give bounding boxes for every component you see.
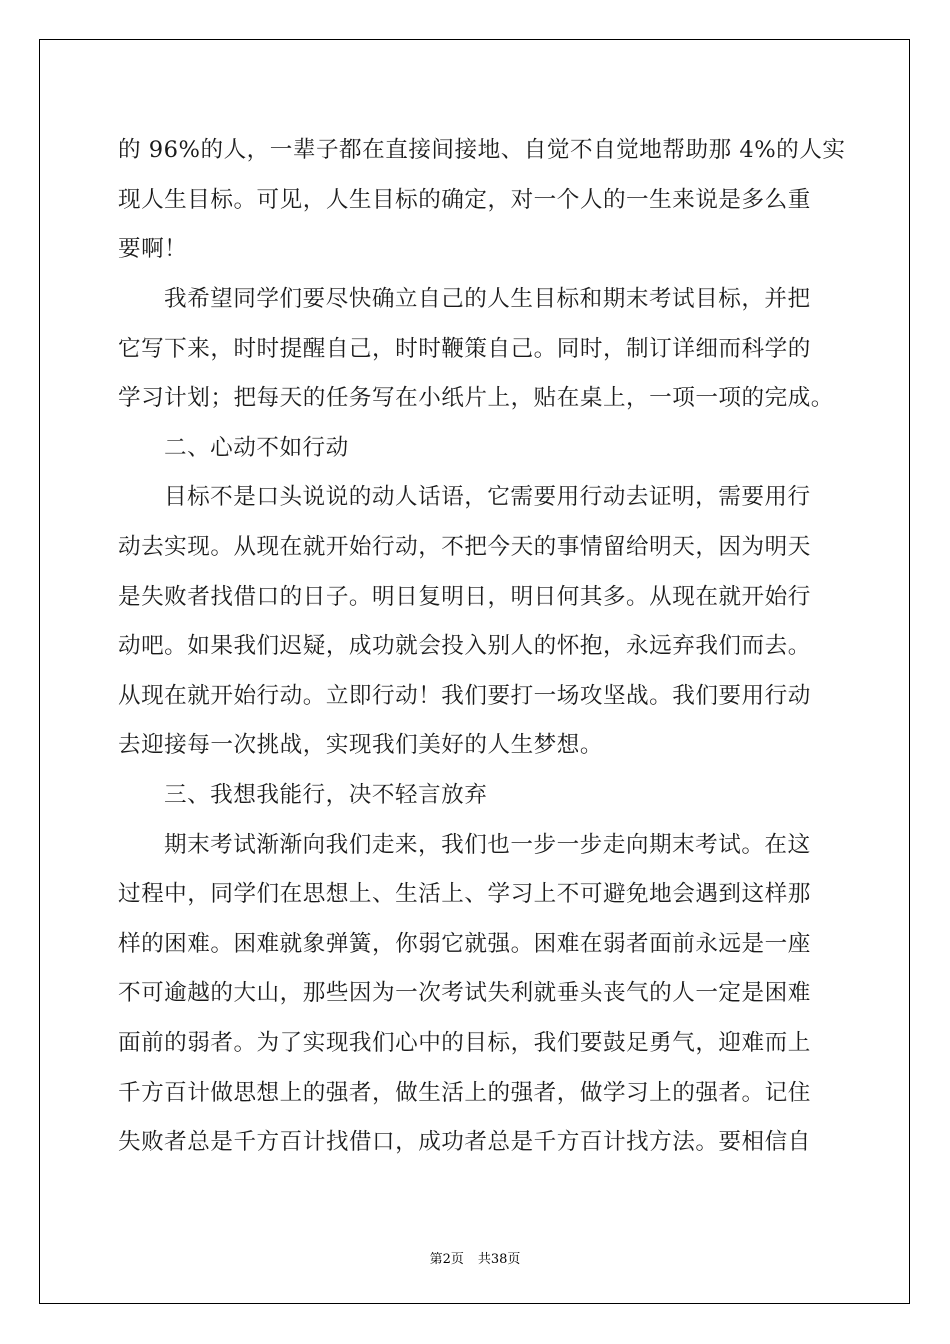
text-line: 失败者总是千方百计找借口，成功者总是千方百计找方法。要相信自: [118, 1129, 811, 1155]
text-line: 要啊！: [118, 236, 188, 262]
page-total: 共38页: [477, 1252, 521, 1267]
text-line: 学习计划；把每天的任务写在小纸片上，贴在桌上，一项一项的完成。: [118, 385, 834, 411]
text-line: 的 96%的人，一辈子都在直接间接地、自觉不自觉地帮助那 4%的人实: [118, 137, 846, 163]
page-border: [39, 39, 910, 1304]
text-line: 动吧。如果我们迟疑，成功就会投入别人的怀抱，永远弃我们而去。: [118, 633, 811, 659]
text-line: 不可逾越的大山，那些因为一次考试失利就垂头丧气的人一定是困难: [118, 980, 811, 1006]
text-line: 去迎接每一次挑战，实现我们美好的人生梦想。: [118, 732, 603, 758]
paragraph-start: 期末考试渐渐向我们走来，我们也一步一步走向期末考试。在这: [164, 832, 811, 858]
paragraph-start: 我希望同学们要尽快确立自己的人生目标和期末考试目标，并把: [164, 286, 811, 312]
text-line: 千方百计做思想上的强者，做生活上的强者，做学习上的强者。记住: [118, 1080, 811, 1106]
text-line: 它写下来，时时提醒自己，时时鞭策自己。同时，制订详细而科学的: [118, 336, 811, 362]
text-line: 现人生目标。可见，人生目标的确定，对一个人的一生来说是多么重: [118, 187, 811, 213]
text-line: 是失败者找借口的日子。明日复明日，明日何其多。从现在就开始行: [118, 584, 811, 610]
paragraph-start: 目标不是口头说说的动人话语，它需要用行动去证明，需要用行: [164, 484, 811, 510]
text-line: 过程中，同学们在思想上、生活上、学习上不可避免地会遇到这样那: [118, 881, 811, 907]
section-heading: 二、心动不如行动: [164, 435, 349, 461]
text-line: 面前的弱者。为了实现我们心中的目标，我们要鼓足勇气，迎难而上: [118, 1030, 811, 1056]
text-line: 动去实现。从现在就开始行动，不把今天的事情留给明天，因为明天: [118, 534, 811, 560]
text-line: 从现在就开始行动。立即行动！我们要打一场攻坚战。我们要用行动: [118, 683, 811, 709]
page-number: 第2页: [429, 1252, 464, 1267]
page-footer: [0, 1248, 950, 1267]
text-line: 样的困难。困难就象弹簧，你弱它就强。困难在弱者面前永远是一座: [118, 931, 811, 957]
section-heading: 三、我想我能行，决不轻言放弃: [164, 782, 488, 808]
